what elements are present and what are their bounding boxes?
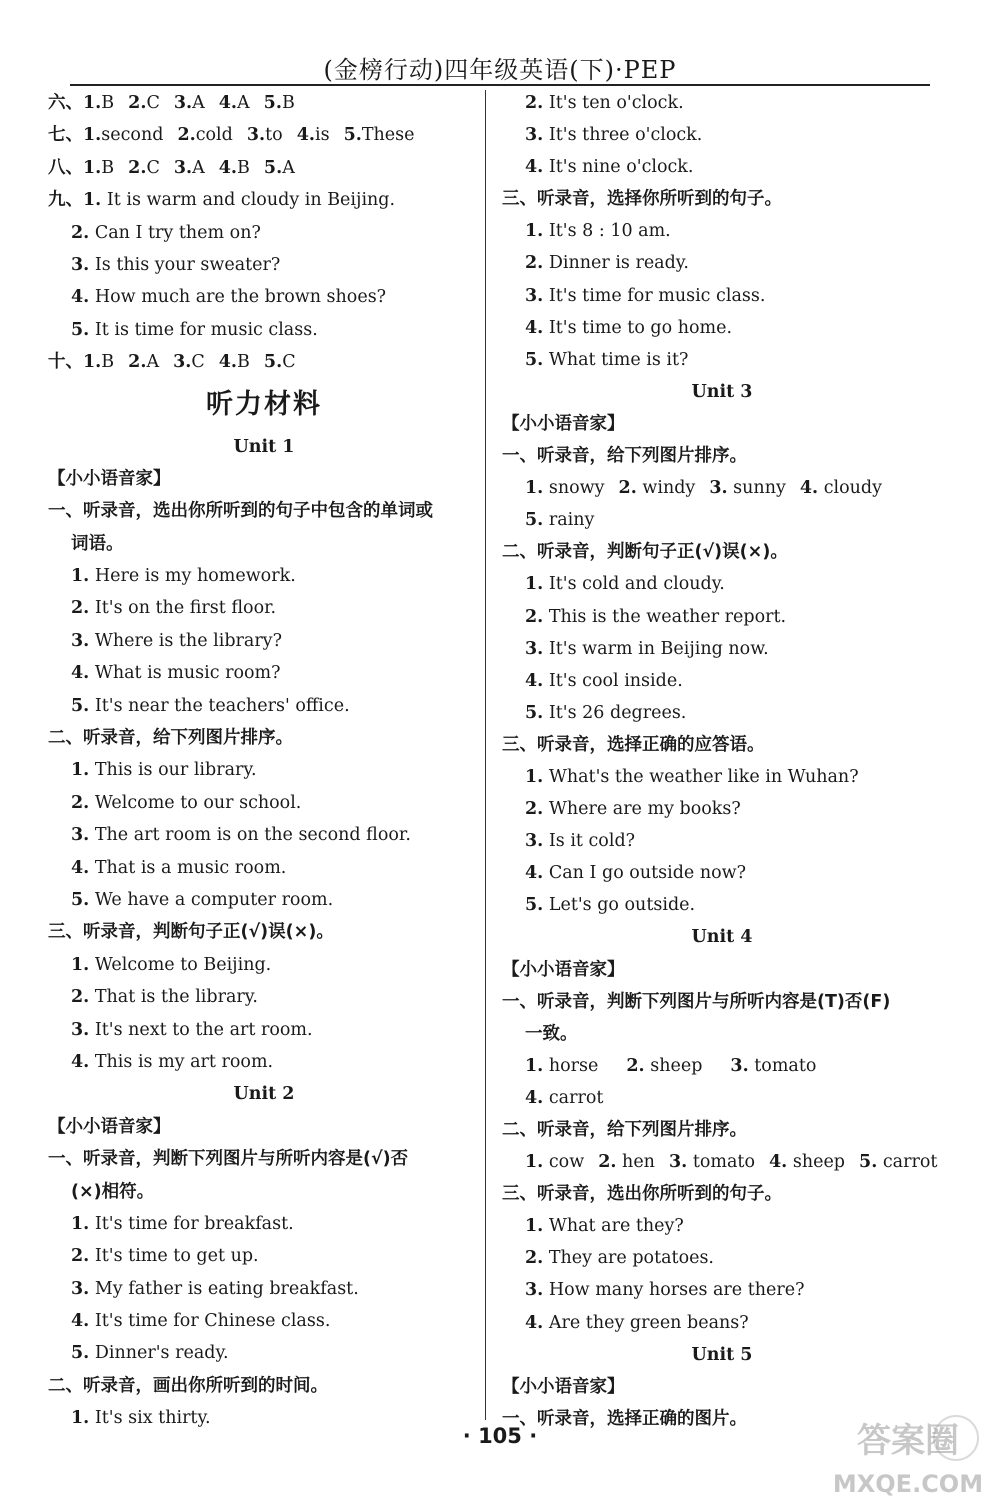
right-column [502, 87, 942, 1435]
list-item: 3. It's next to the art room. [71, 1019, 313, 1040]
page-header: (金榜行动)四年级英语(下)·PEP [323, 56, 677, 84]
list-item: 3. My father is eating breakfast. [71, 1278, 359, 1299]
unit-2-title: Unit 2 [233, 1084, 295, 1105]
list-item: 1. It's 8 : 10 am. [525, 221, 671, 242]
question-heading-cont: 词语。 [71, 533, 124, 554]
listening-title: 听力材料 [206, 388, 322, 420]
list-item: 4. It's time to go home. [525, 317, 733, 338]
list-item: 4. It's nine o'clock. [525, 157, 694, 178]
list-item: 3. It's time for music class. [525, 285, 766, 306]
question-heading: 三、听录音，选出你所听到的句子。 [502, 1184, 782, 1205]
list-item: 1. It's six thirty. [71, 1408, 211, 1429]
question-heading: 二、听录音，给下列图片排序。 [502, 1120, 747, 1140]
answer-row-9-item: 4. How much are the brown shoes? [71, 287, 387, 308]
list-item: 3. It's three o'clock. [525, 125, 703, 146]
question-heading: 三、听录音，选择你所听到的句子。 [502, 189, 782, 210]
list-item: 1. What are they? [525, 1216, 684, 1237]
list-item: 4. This is my art room. [71, 1051, 274, 1072]
list-item: 5. Dinner's ready. [71, 1343, 229, 1364]
list-item: 5. Let's go outside. [525, 895, 696, 916]
answer-row-8: 八、1.B 2.C 3.A 4.B 5.A [48, 157, 295, 178]
unit-1-title: Unit 1 [233, 436, 295, 457]
page-number: · 105 · [462, 1424, 538, 1448]
unit-3-title: Unit 3 [691, 381, 753, 402]
list-item: 4. That is a music room. [71, 857, 287, 878]
list-item: 2. They are potatoes. [525, 1248, 714, 1269]
list-item: 5. We have a computer room. [71, 889, 334, 910]
list-item: 2. Welcome to our school. [71, 792, 302, 813]
section-tag: 【小小语音家】 [48, 468, 171, 489]
left-column [48, 87, 480, 1435]
column-divider [485, 90, 486, 1420]
list-item: 1. Here is my homework. [71, 566, 296, 587]
list-item: 1. This is our library. [71, 760, 257, 781]
question-heading-cont: 一致。 [525, 1023, 578, 1044]
list-item: 2. Dinner is ready. [525, 253, 689, 274]
question-heading: 一、听录音，给下列图片排序。 [502, 446, 747, 467]
unit-4-title: Unit 4 [691, 927, 753, 948]
unit-5-title: Unit 5 [691, 1344, 753, 1365]
list-item: 2. That is the library. [71, 987, 258, 1008]
list-item: 4. What is music room? [71, 663, 281, 684]
word-row: 1. snowy 2. windy 3. sunny 4. cloudy [525, 478, 883, 499]
question-heading: 一、听录音，选出你所听到的句子中包含的单词或 [48, 501, 433, 522]
list-item: 3. Is it cold? [525, 831, 636, 852]
header-rule [70, 84, 930, 86]
list-item: 4. It's time for Chinese class. [71, 1311, 331, 1332]
list-item: 4. It's cool inside. [525, 670, 683, 691]
question-heading: 一、听录音，判断下列图片与所听内容是(T)否(F) [502, 991, 891, 1012]
section-tag: 【小小语音家】 [502, 413, 625, 434]
list-item: 1. What's the weather like in Wuhan? [525, 766, 859, 787]
watermark-url: MXQE.COM [832, 1470, 984, 1498]
answer-row-9-item: 3. Is this your sweater? [71, 254, 281, 275]
list-item: 4. Are they green beans? [525, 1312, 749, 1333]
question-heading: 二、听录音，给下列图片排序。 [48, 728, 293, 749]
list-item: 2. This is the weather report. [525, 606, 787, 627]
list-item: 5. It's 26 degrees. [525, 702, 687, 723]
list-item: 4. Can I go outside now? [525, 863, 746, 884]
watermark-logo [828, 1404, 988, 1504]
answer-row-9-item: 九、1. It is warm and cloudy in Beijing. [48, 190, 396, 211]
answer-row-9-item: 5. It is time for music class. [71, 319, 318, 340]
question-heading-cont: (×)相符。 [71, 1181, 155, 1202]
list-item: 2. It's on the first floor. [71, 598, 277, 619]
answer-row-9-item: 2. Can I try them on? [71, 222, 261, 243]
list-item: 2. It's ten o'clock. [525, 93, 684, 113]
word-row: 1. cow 2. hen 3. tomato 4. sheep 5. carrot [525, 1152, 938, 1173]
watermark-text: 答案圈 [857, 1421, 959, 1461]
section-tag: 【小小语音家】 [502, 959, 625, 980]
question-heading: 二、听录音，画出你所听到的时间。 [48, 1375, 328, 1396]
list-item: 3. Where is the library? [71, 630, 282, 651]
list-item: 3. It's warm in Beijing now. [525, 638, 769, 659]
list-item: 5. It's near the teachers' office. [71, 695, 350, 716]
question-heading: 三、听录音，选择正确的应答语。 [502, 734, 765, 755]
list-item: 1. It's cold and cloudy. [525, 574, 725, 595]
list-item: 3. How many horses are there? [525, 1280, 805, 1301]
answer-row-6: 六、1.B 2.C 3.A 4.A 5.B [48, 93, 295, 113]
question-heading: 二、听录音，判断句子正(√)误(×)。 [502, 542, 788, 563]
section-tag: 【小小语音家】 [502, 1376, 625, 1397]
word-row: 4. carrot [525, 1087, 604, 1108]
list-item: 2. It's time to get up. [71, 1246, 259, 1267]
list-item: 5. What time is it? [525, 349, 689, 370]
list-item: 2. Where are my books? [525, 799, 741, 820]
answer-row-10: 十、1.B 2.A 3.C 4.B 5.C [48, 352, 296, 373]
answer-row-7: 七、1.second 2.cold 3.to 4.is 5.These [48, 125, 415, 146]
word-row: 1. horse 2. sheep 3. tomato [525, 1055, 817, 1076]
question-heading: 一、听录音，选择正确的图片。 [502, 1408, 747, 1429]
list-item: 1. It's time for breakfast. [71, 1213, 294, 1234]
section-tag: 【小小语音家】 [48, 1116, 171, 1137]
question-heading: 一、听录音，判断下列图片与所听内容是(√)否 [48, 1149, 409, 1170]
list-item: 1. Welcome to Beijing. [71, 954, 272, 975]
question-heading: 三、听录音，判断句子正(√)误(×)。 [48, 922, 334, 943]
word-row: 5. rainy [525, 510, 595, 531]
list-item: 3. The art room is on the second floor. [71, 825, 411, 846]
